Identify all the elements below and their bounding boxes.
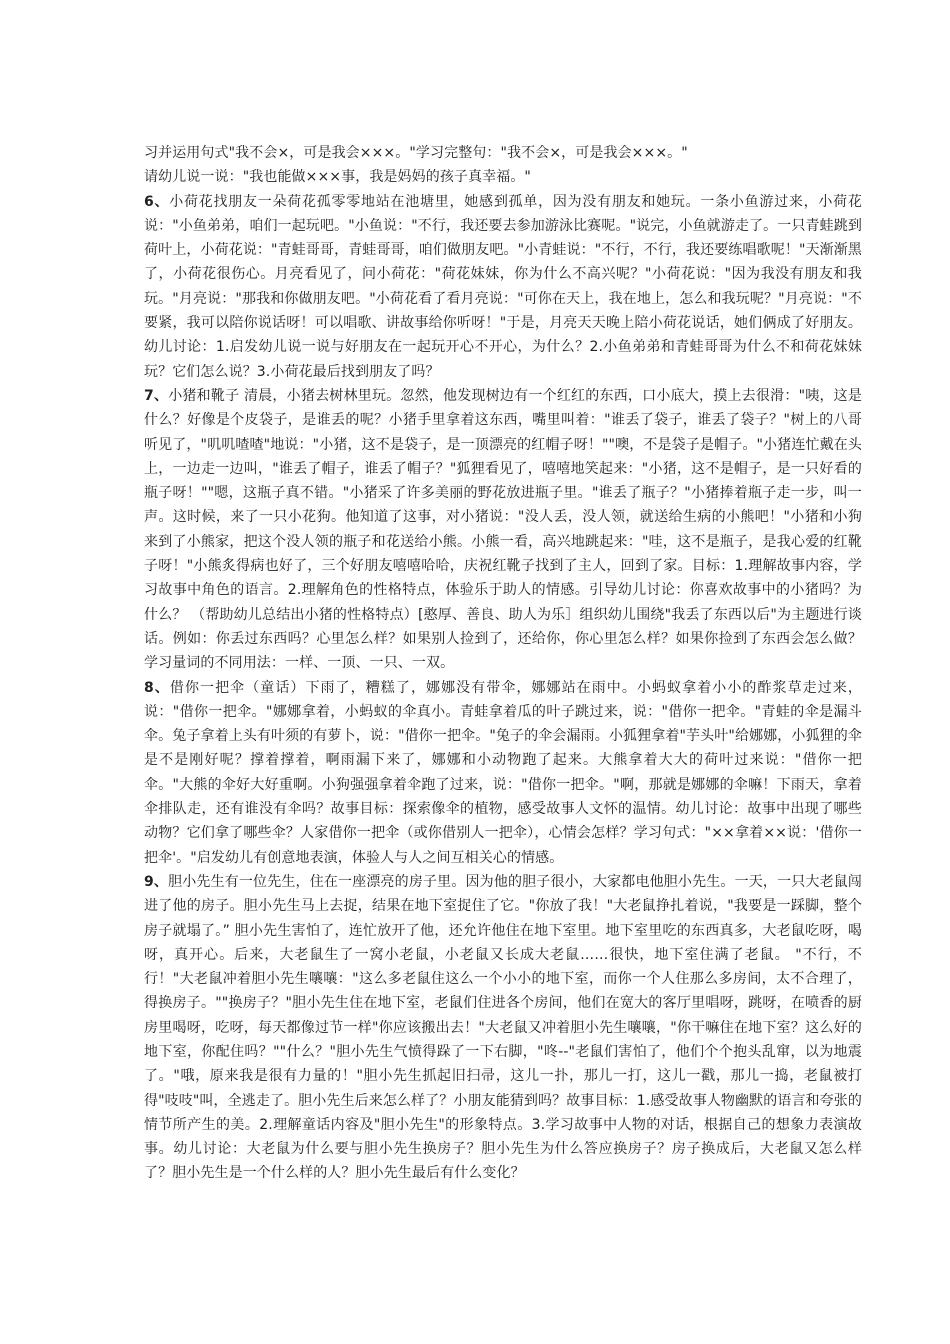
intro-paragraph-2 — [144, 165, 862, 189]
paragraph-text: 借你一把伞（童话）下雨了，糟糕了，娜娜没有带伞，娜娜站在雨中。小蚂蚁拿着小小的酢浆草走过来，说："借你一把伞。"娜娜拿着，小蚂蚁的伞真小。青蛙拿着瓜的叶子跳过来，说："借你一把伞。"青蛙的伞是漏斗伞。兔子拿着上头有叶须的有萝卜，说："借你一把伞。"兔子的伞会漏雨。小狐狸拿着"芋头叶"给娜娜，小狐狸的伞是不是刚好呢？撑着撑着，啊雨漏下来了，娜娜和小动物跑了起来。大熊拿着大大的荷叶过来说："借你一把伞。"大熊的伞好大好重啊。小狗强强拿着伞跑了过来，说："借你一把伞。"啊，那就是娜娜的伞嘛！下雨天，拿着伞排队走，还有谁没有伞吗？故事目标：探索像伞的植物，感受故事人文怀的温情。幼儿讨论：故事中出现了哪些动物？它们拿了哪些伞？人家借你一把伞（或你借别人一把伞），心情会怎样？学习句式："××拿着××说：'借你一把伞'。"启发幼儿有创意地表演，体验人与人之间互相关心的情感。 — [144, 679, 862, 866]
paragraph-text: 胆小先生有一位先生，住在一座漂亮的房子里。因为他的胆子很小，大家都电他胆小先生。一天，一只大老鼠闯进了他的房子。胆小先生马上去捉，结果在地下室捉住了它。"你放了我！"大老鼠挣扎着说，"我要是一踩脚，整个房子就塌了。” 胆小先生害怕了，连忙放开了他，还允许他住在地下室里。地下室里吃的东西真多，大老鼠吃呀，喝呀，真开心。后来，大老鼠生了一窝小老鼠，小老鼠又长成大老鼠……很快，地下室住满了老鼠。 "不行，不行！"大老鼠冲着胆小先生嚷嚷："这么多老鼠住这么一个小小的地下室，而你一个人住那么多房间，太不合理了，得换房子。""换房子？"胆小先生住在地下室，老鼠们住进各个房间，他们在宽大的客厅里唱呀，跳呀，在喷香的厨房里喝呀，吃呀，每天都像过节一样"你应该搬出去！"大老鼠又冲着胆小先生嚷嚷，"你干嘛住在地下室？这么好的地下室，你配住吗？""什么？"胆小先生气愤得跺了一下右脚，"咚--"老鼠们害怕了，他们个个抱头乱窜，以为地震了。"哦，原来我是很有力量的！"胆小先生抓起旧扫帚，这儿一扑，那儿一打，这儿一戳，那儿一捣，老鼠被打得"吱吱"叫，全逃走了。胆小先生后来怎么样了？小朋友能猜到吗？故事目标：1.感受故事人物幽默的语言和夸张的情节所产生的美。2.理解童话内容及"胆小先生"的形象特点。3.学习故事中人物的对话，根据自己的想象力表演故事。幼儿讨论：大老鼠为什么要与胆小先生换房子？胆小先生为什么答应换房子？房子换成后，大老鼠又怎么样了？胆小先生是一个什么样的人？胆小先生最后有什么变化？ — [144, 873, 862, 1182]
paragraph-text: 习并运用句式"我不会×，可是我会×××。"学习完整句："我不会×，可是我会×××。" — [144, 145, 688, 161]
story-paragraph-6 — [144, 190, 862, 384]
paragraph-text: 小荷花找朋友一朵荷花孤零零地站在池塘里，她感到孤单，因为没有朋友和她玩。一条小鱼游过来，小荷花说："小鱼弟弟，咱们一起玩吧。"小鱼说："不行，我还要去参加游泳比赛呢。"说完，小鱼就游走了。一只青蛙跳到荷叶上，小荷花说："青蛙哥哥，青蛙哥哥，咱们做朋友吧。"小青蛙说："不行，不行，我还要练唱歌呢！"天渐渐黑了，小荷花很伤心。月亮看见了，问小荷花："荷花妹妹，你为什么不高兴呢？"小荷花说："因为我没有朋友和我玩。"月亮说："那我和你做朋友吧。"小荷花看了看月亮说："可你在天上，我在地上，怎么和我玩呢？"月亮说："不要紧，我可以陪你说话呀！可以唱歌、讲故事给你听呀！"于是，月亮天天晚上陪小荷花说话，她们俩成了好朋友。幼儿讨论：1.启发幼儿说一说与好朋友在一起玩开心不开心，为什么？2.小鱼弟弟和青蛙哥哥为什么不和荷花妹妹玩？它们怎么说？3.小荷花最后找到朋友了吗？ — [144, 193, 862, 380]
paragraph-text: 请幼儿说一说："我也能做×××事，我是妈妈的孩子真幸福。" — [144, 169, 531, 186]
story-paragraph-9 — [144, 870, 862, 1186]
paragraph-number: 8、 — [144, 679, 170, 696]
paragraph-number: 7、 — [144, 387, 169, 404]
paragraph-number: 6、 — [144, 193, 170, 210]
story-paragraph-7 — [144, 384, 862, 676]
intro-paragraph-1 — [144, 141, 862, 165]
paragraph-text: 小猪和靴子 清晨，小猪去树林里玩。忽然，他发现树边有一个红红的东西，口小底大，摸上去很滑："咦，这是什么？好像是个皮袋子，是谁丢的呢？小猪手里拿着这东西，嘴里叫着："谁丢了袋子，谁丢了袋子？"树上的八哥听见了，"叽叽喳喳"地说："小猪，这不是袋子，是一顶漂亮的红帽子呀！""噢，不是袋子是帽子。"小猪连忙戴在头上，一边走一边叫，"谁丢了帽子，谁丢了帽子？"狐狸看见了，嘻嘻地笑起来："小猪，这不是帽子，是一只好看的瓶子呀！""嗯，这瓶子真不错。"小猪采了许多美丽的野花放进瓶子里。"谁丢了瓶子？"小猪捧着瓶子走一步，叫一声。这时候，来了一只小花狗。他知道了这事，对小猪说："没人丢，没人领，就送给生病的小熊吧！"小猪和小狗来到了小熊家，把这个没人领的瓶子和花送给小熊。小熊一看，高兴地跳起来："哇，这不是瓶子，是我心爱的红靴子呀！"小熊炙得病也好了，三个好朋友嘻嘻哈哈，庆祝红靴子找到了主人，回到了家。目标：1.理解故事内容，学习故事中角色的语言。2.理解角色的性格特点，体验乐于助人的情感。引导幼儿讨论：你喜欢故事中的小猪吗？为什么？ （帮助幼儿总结出小猪的性格特点）[憨厚、善良、助人为乐］组织幼儿围绕"我丢了东西以后"为主题进行谈话。例如：你丢过东西吗？心里怎么样？如果别人捡到了，还给你，你心里怎么样？如果你捡到了东西会怎么做？学习量词的不同用法：一样、一顶、一只、一双。 — [144, 387, 862, 672]
story-paragraph-8 — [144, 676, 862, 870]
paragraph-number: 9、 — [144, 873, 169, 890]
document-page — [144, 141, 862, 1186]
